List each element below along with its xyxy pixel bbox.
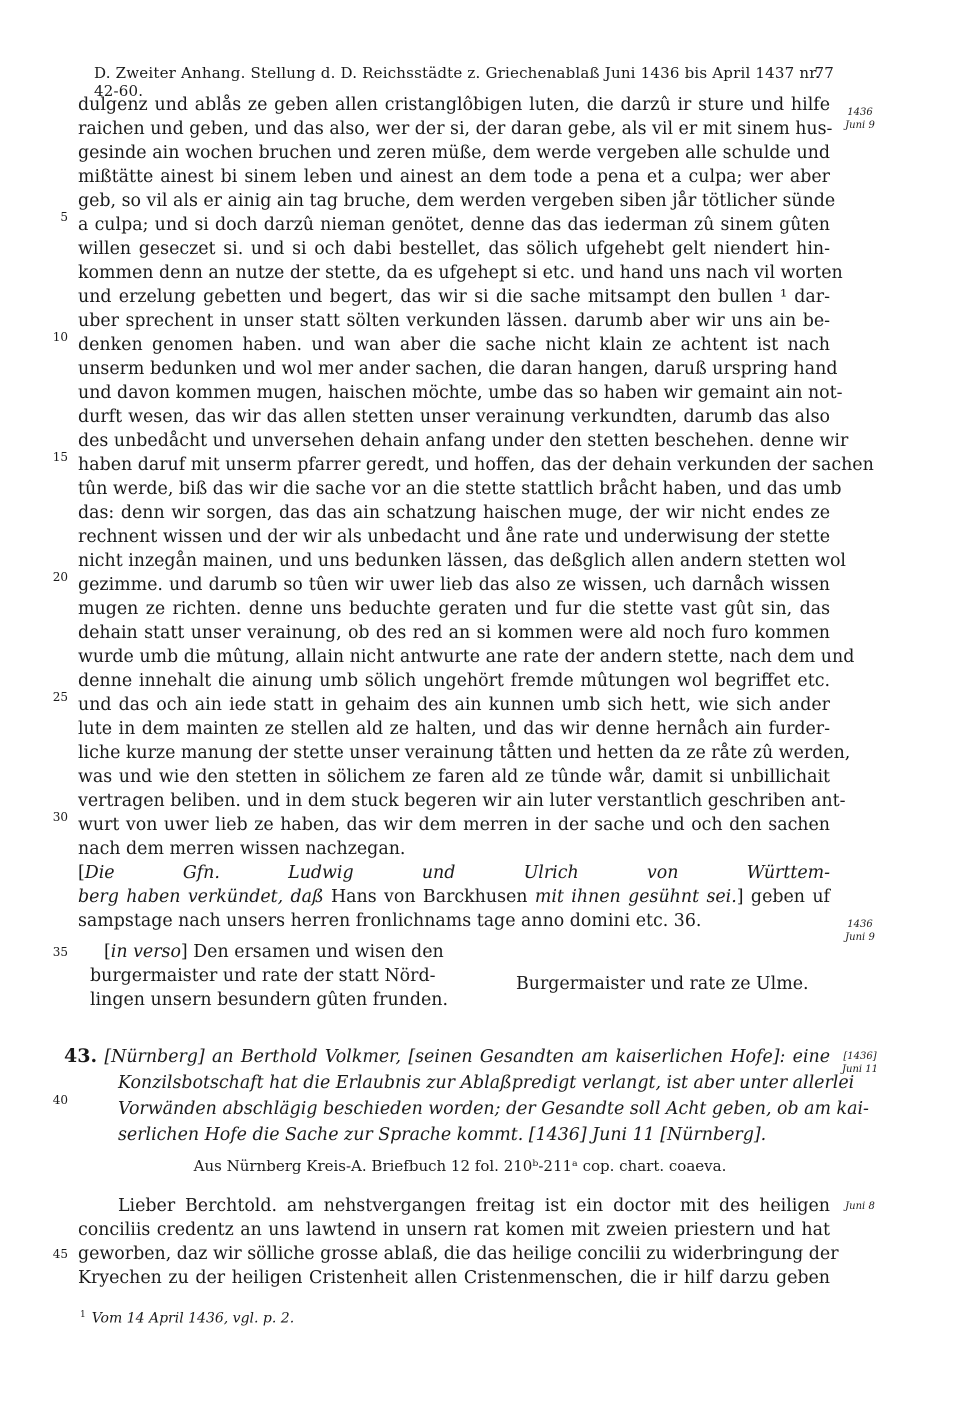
line34-part-f: ] geben uf (736, 887, 830, 907)
body-line: nicht inzegån mainen, und uns bedunken lässen, das deßglich allen andern stetten wol (78, 551, 846, 571)
body-line: rechnent wissen und der wir als unbedacht und åne rate und underwisung der stette (78, 527, 830, 547)
line34-part-d: Hans von Barckhusen (323, 887, 535, 907)
body-line: lute in dem mainten ze stellen ald ze halten, und das wir denne hernåch ain furder- (78, 719, 830, 739)
page-number: 77 (814, 64, 834, 82)
line-number-20: 20 (52, 570, 68, 584)
body-line-34 (78, 885, 830, 909)
margin-note-mid (836, 918, 884, 944)
line34-part-c: berg haben verkündet, daß (78, 887, 324, 907)
margin-doc43-year: [1436] (843, 1051, 877, 1062)
body-line: durft wesen, das wir das allen stetten unser verainung verkundten, darumb das also (78, 407, 830, 427)
line34-part-e: mit ihnen gesühnt sei. (534, 887, 737, 907)
margin-note-top (836, 106, 884, 132)
body-line: mißtätte ainest bi sinem leben und ainest an dem tode a pena et a culpa; wer aber (78, 167, 830, 187)
body-line: denne innehalt die ainung umb sölich ungehört fremde mûtungen wol begriffet etc. (78, 671, 830, 691)
body-line: wurt von uwer lieb ze haben, das wir dem merren in der sache und och den sachen (78, 815, 830, 835)
line-number-30: 30 (52, 810, 68, 824)
line-number-40: 40 (52, 1093, 68, 1107)
line-number-25: 25 (52, 690, 68, 704)
body-line: das: denn wir sorgen, das das ain schatzung haischen muge, der wir nicht endes ze (78, 503, 830, 523)
line33-part-a: [ (78, 863, 85, 883)
body-line: raichen und geben, und das also, wer der si, der daran gebe, als vil er mit sinem hus- (78, 119, 833, 139)
line-number-15: 15 (52, 450, 68, 464)
doc43-heading-line-3: Vorwänden abschlägig beschieden worden; der Gesandte soll Acht geben, ob am kai- (118, 1099, 869, 1119)
body-line: gezimme. und darumb so tûen wir uwer lieb das also ze wissen, uch darnåch wissen (78, 575, 830, 595)
margin-letter-date: Juni 8 (845, 1201, 875, 1212)
doc43-heading-line-1 (64, 1044, 830, 1069)
body-line: denken genomen haben. und wan aber die sache nicht klain ze achtent ist nach (78, 335, 830, 355)
address-line-2: burgermaister und rate der statt Nörd- (90, 966, 436, 986)
margin-note-doc43 (836, 1050, 884, 1076)
doc43-text-line-4: Kryechen zu der heiligen Cristenheit allen Cristenmenschen, die ir hilf darzu geben (78, 1268, 830, 1288)
doc43-heading-line-4: serlichen Hofe die Sache zur Sprache kommt. [1436] Juni 11 [Nürnberg]. (118, 1125, 767, 1145)
running-title: D. Zweiter Anhang. Stellung d. D. Reichsstädte z. Griechenablaß Juni 1436 bis April 1437 nr. 42-60. (94, 64, 820, 100)
body-line: gesinde ain wochen bruchen und zeren müße, dem werde vergeben alle schulde und (78, 143, 830, 163)
body-line: wurde umb die mûtung, allain nicht antwurte ane rate der andern stette, nach dem und (78, 647, 855, 667)
margin-top-date: Juni 9 (845, 120, 875, 131)
body-line: vertragen beliben. und in dem stuck begeren wir ain luter verstantlich geschriben ant- (78, 791, 846, 811)
body-line: was und wie den stetten in sölichem ze faren ald ze tûnde wår, damit si unbillichait (78, 767, 830, 787)
line-number-35: 35 (52, 945, 68, 959)
doc43-heading-text-1: [Nürnberg] an Berthold Volkmer, [seinen Gesandten am kaiserlichen Hofe]: eine (104, 1047, 831, 1067)
body-line: des unbedåcht und unversehen dehain anfang under den stetten beschehen. denne wir (78, 431, 849, 451)
doc43-source: Aus Nürnberg Kreis-A. Briefbuch 12 fol. 210ᵇ-211ᵃ cop. chart. coaeva. (193, 1157, 727, 1175)
line-number-45: 45 (52, 1247, 68, 1261)
margin-mid-date: Juni 9 (845, 932, 875, 943)
body-line: a culpa; und si doch darzû nieman genötet, denne das das iederman zû sinem gûten (78, 215, 830, 235)
address-right: Burgermaister und rate ze Ulme. (516, 974, 809, 994)
footnote (80, 1310, 480, 1327)
margin-note-letter (836, 1200, 884, 1213)
line-number-10: 10 (52, 330, 68, 344)
margin-mid-year: 1436 (847, 919, 873, 930)
body-line: nach dem merren wissen nachzegan. (78, 839, 406, 859)
body-line: kommen denn an nutze der stette, da es ufgehept si etc. und hand uns nach vil worten (78, 263, 843, 283)
verso-label: in verso (110, 942, 181, 962)
body-line: dulgenz und ablås ze geben allen cristanglôbigen luten, die darzû ir sture und hilfe (78, 95, 830, 115)
body-line: haben daruf mit unserm pfarrer geredt, und hoffen, das der dehain verkunden der sachen (78, 455, 874, 475)
body-line: tûn werde, biß das wir die sache vor an die stette stattlich bråcht haben, und das umb (78, 479, 842, 499)
line35-part-g: sampstage nach unsers herren fronlichnams tage anno domini etc. 36. (78, 911, 702, 931)
line33-part-b: Die Gfn. Ludwig und Ulrich von Württem- (84, 863, 830, 883)
doc43-text-line-3: geworben, daz wir sölliche grosse ablaß, die das heilige concilii zu widerbringung der (78, 1244, 839, 1264)
body-line: und davon kommen mugen, haischen möchte, umbe das so haben wir gemaint ain not- (78, 383, 843, 403)
margin-top-year: 1436 (847, 107, 873, 118)
body-line: unserm bedunken und wol mer ander sachen, die daran hangen, daruß urspring hand (78, 359, 838, 379)
body-line: dehain statt unser verainung, ob des red an si kommen were ald noch furo kommen (78, 623, 830, 643)
body-line-35 (78, 909, 830, 933)
body-line: und erzelung gebetten und begert, das wir si die sache mitsampt den bullen ¹ dar- (78, 287, 830, 307)
line-number-5: 5 (60, 210, 68, 224)
body-line: liche kurze manung der stette unser verainung tåtten und hetten da ze råte zû werden, (78, 743, 851, 763)
address-line-1: ] Den ersamen und wisen den (180, 942, 444, 962)
body-line: willen geseczet si. und si och dabi bestellet, das sölich ufgehebt gelt niendert hin- (78, 239, 830, 259)
footnote-text: Vom 14 April 1436, vgl. p. 2. (91, 1310, 295, 1327)
doc43-number: 43. (64, 1045, 98, 1067)
body-line: mugen ze richten. denne uns beduchte geraten und fur die stette vast gût sin, das (78, 599, 830, 619)
doc43-heading-line-2: Konzilsbotschaft hat die Erlaubnis zur Ablaßpredigt verlangt, ist aber unter allerlei (118, 1073, 855, 1093)
doc43-text-line-2: conciliis credentz an uns lawtend in unsern rat komen mit zweien priestern und hat (78, 1220, 830, 1240)
margin-doc43-date: Juni 11 (842, 1064, 878, 1075)
address-left: [in verso] Den ersamen und wisen den burgermaister und rate der statt Nörd- lingen unsern besundern gûten frunden. (90, 940, 470, 1012)
body-line: geb, so vil als er ainig ain tag bruche, dem werden vergeben siben jår tötlicher sünde (78, 191, 836, 211)
footnote-mark: 1 (80, 1310, 86, 1320)
address-line-3: lingen unsern besundern gûten frunden. (90, 990, 448, 1010)
doc43-text-line-1: Lieber Berchtold. am nehstvergangen freitag ist ein doctor mit des heiligen (118, 1196, 830, 1216)
body-line: und das och ain iede statt in gehaim des ain kunnen umb sich hett, wie sich ander (78, 695, 830, 715)
body-line: uber sprechent in unser statt sölten verkunden lässen. darumb aber wir uns ain be- (78, 311, 830, 331)
body-line-33 (78, 861, 830, 885)
